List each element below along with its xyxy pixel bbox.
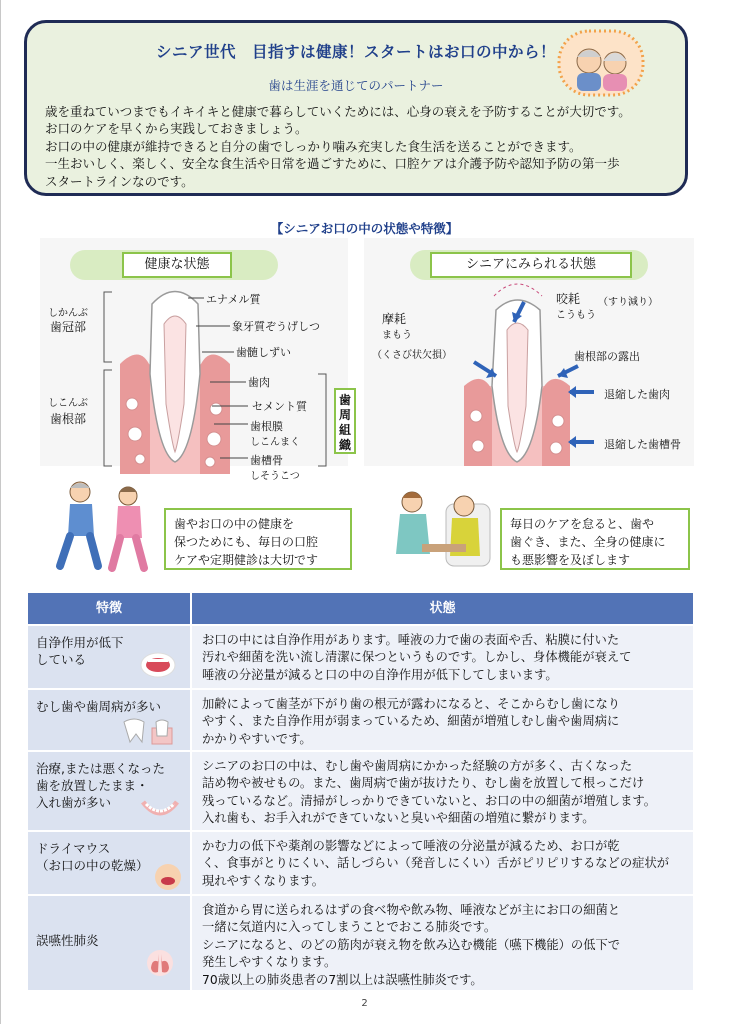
ligament-kana: しこんまく (250, 437, 300, 448)
dry-mouth-icon (154, 862, 182, 892)
crown-kana: しかんぶ (48, 308, 88, 319)
intro-title: シニア世代 目指すは健康！スタートはお口の中から！ (155, 43, 556, 61)
mouth-icon (138, 650, 178, 680)
attrition-note: （すり減り） (598, 297, 658, 308)
attrition-label: 咬耗 (556, 292, 581, 306)
intro-line: お口の中の健康が維持できると自分の歯でしっかり噛み充実した食生活を送ることができます。 (45, 138, 582, 154)
senior-couple-illustration (557, 29, 645, 97)
intro-line: 歳を重ねていつまでもイキイキと健康で暮らしていくためには、心身の衰えを予防することが大切です。 (45, 104, 631, 119)
caregiver-illustration (388, 484, 494, 574)
intro-line: 一生おいしく、楽しく、安全な食生活や日常を過ごすために、口腔ケアは介護予防や認知予防の第一歩 (45, 156, 620, 172)
dentin-label: 象牙質ぞうげしつ (232, 320, 320, 333)
state-cell: 食道から胃に送られるはずの食べ物や飲み物、唾液などが主にお口の細菌と 一緒に気道内に入ってしまうことでおこる肺炎です。 シニアになると、のどの筋肉が衰え物を飲み込む機能（嚥下機能）の低下で 発生しやすくなります。 70歳以上の肺炎患者の7割以上は誤嚥性肺炎です。 (192, 896, 693, 990)
intro-subtitle: 歯は生涯を通じてのパートナー (268, 78, 444, 93)
receded-gum-label: 退縮した歯肉 (604, 388, 670, 401)
table-row (28, 752, 693, 830)
neglect-callout: 毎日のケアを怠ると、歯や 歯ぐき、また、全身の健康に も悪影響を及ぼします (500, 508, 690, 570)
ligament-label: 歯根膜 (250, 420, 283, 433)
root-kana: しこんぶ (48, 398, 88, 409)
table-row (28, 832, 693, 894)
cementum-label: セメント質 (252, 400, 307, 413)
senior-pill: シニアにみられる状態 (430, 252, 632, 278)
intro-body (45, 103, 685, 190)
wear-label: 摩耗 (382, 312, 407, 326)
wear-kana: まもう (382, 330, 412, 341)
table-header-feature: 特徴 (28, 593, 190, 624)
table-row (28, 626, 693, 688)
denture-icon (140, 798, 180, 820)
feature-cell: むし歯や歯周病が多い (28, 690, 190, 750)
intro-line: お口のケアを早くから実践しておきましょう。 (45, 121, 308, 137)
tooth-icon (120, 718, 176, 746)
bone-label: 歯槽骨 (250, 454, 283, 467)
table-row (28, 896, 693, 990)
healthy-pill: 健康な状態 (122, 252, 232, 278)
feature-cell: 治療,または悪くなった 歯を放置したまま・ 入れ歯が多い (28, 752, 190, 830)
page-left-rule (0, 0, 1, 1024)
feature-cell: ドライマウス （お口の中の乾燥） (28, 832, 190, 894)
table-row (28, 690, 693, 750)
section-heading: 【シニアお口の中の状態や特徴】 (270, 221, 459, 236)
lungs-icon (146, 948, 174, 978)
exposed-root-label: 歯根部の露出 (574, 350, 640, 363)
state-cell: 加齢によって歯茎が下がり歯の根元が露わになると、そこからむし歯になり やすく、また自浄作用が弱まっているため、細菌が増殖しむし歯や歯周病に かかりやすいです。 (192, 690, 693, 750)
periodontal-vertical-label: 歯 周 組 織 (334, 388, 356, 454)
periodontal-bracket (316, 372, 330, 468)
pulp-label: 歯髄しずい (236, 346, 291, 359)
wedge-label: （くさび状欠損） (372, 350, 452, 361)
feature-cell: 誤嚥性肺炎 (28, 896, 190, 990)
enamel-label: エナメル質 (206, 293, 261, 306)
healthy-callout: 歯やお口の中の健康を 保つためにも、毎日の口腔 ケアや定期健診は大切です (164, 508, 352, 570)
state-cell: かむ力の低下や薬剤の影響などによって唾液の分泌量が減るため、お口が乾 く、食事がとりにくい、話しづらい（発音しにくい）舌がピリピリするなどの症状が 現れやすくなります。 (192, 832, 693, 894)
page-number: 2 (361, 998, 368, 1009)
intro-line: スタートラインなのです。 (45, 173, 194, 189)
state-cell: お口の中には自浄作用があります。唾液の力で歯の表面や舌、粘膜に付いた 汚れや細菌を洗い流し清潔に保つというものです。しかし、身体機能が衰えて 唾液の分泌量が減ると口の中の自浄作用が低下してしまいます。 (192, 626, 693, 688)
feature-cell: 自浄作用が低下 している (28, 626, 190, 688)
intro-box (24, 20, 688, 196)
crown-root-brackets (98, 290, 118, 470)
attrition-kana: こうもう (556, 310, 596, 321)
root-label: 歯根部 (50, 412, 87, 426)
walking-seniors-illustration (48, 478, 158, 574)
bone-kana: しそうこつ (250, 471, 300, 482)
gum-label: 歯肉 (248, 376, 270, 389)
receded-bone-label: 退縮した歯槽骨 (604, 438, 681, 451)
state-cell: シニアのお口の中は、むし歯や歯周病にかかった経験の方が多く、古くなった 詰め物や被せもの。また、歯周病で歯が抜けたり、むし歯を放置して根っこだけ 残っているなど。清掃がしっかりできていないと、お口の中の細菌が増殖します。 入れ歯も、お手入れができていないと臭いや細菌の増殖に繋がります。 (192, 752, 693, 830)
crown-label: 歯冠部 (50, 320, 87, 334)
table-header-state: 状態 (192, 593, 693, 624)
